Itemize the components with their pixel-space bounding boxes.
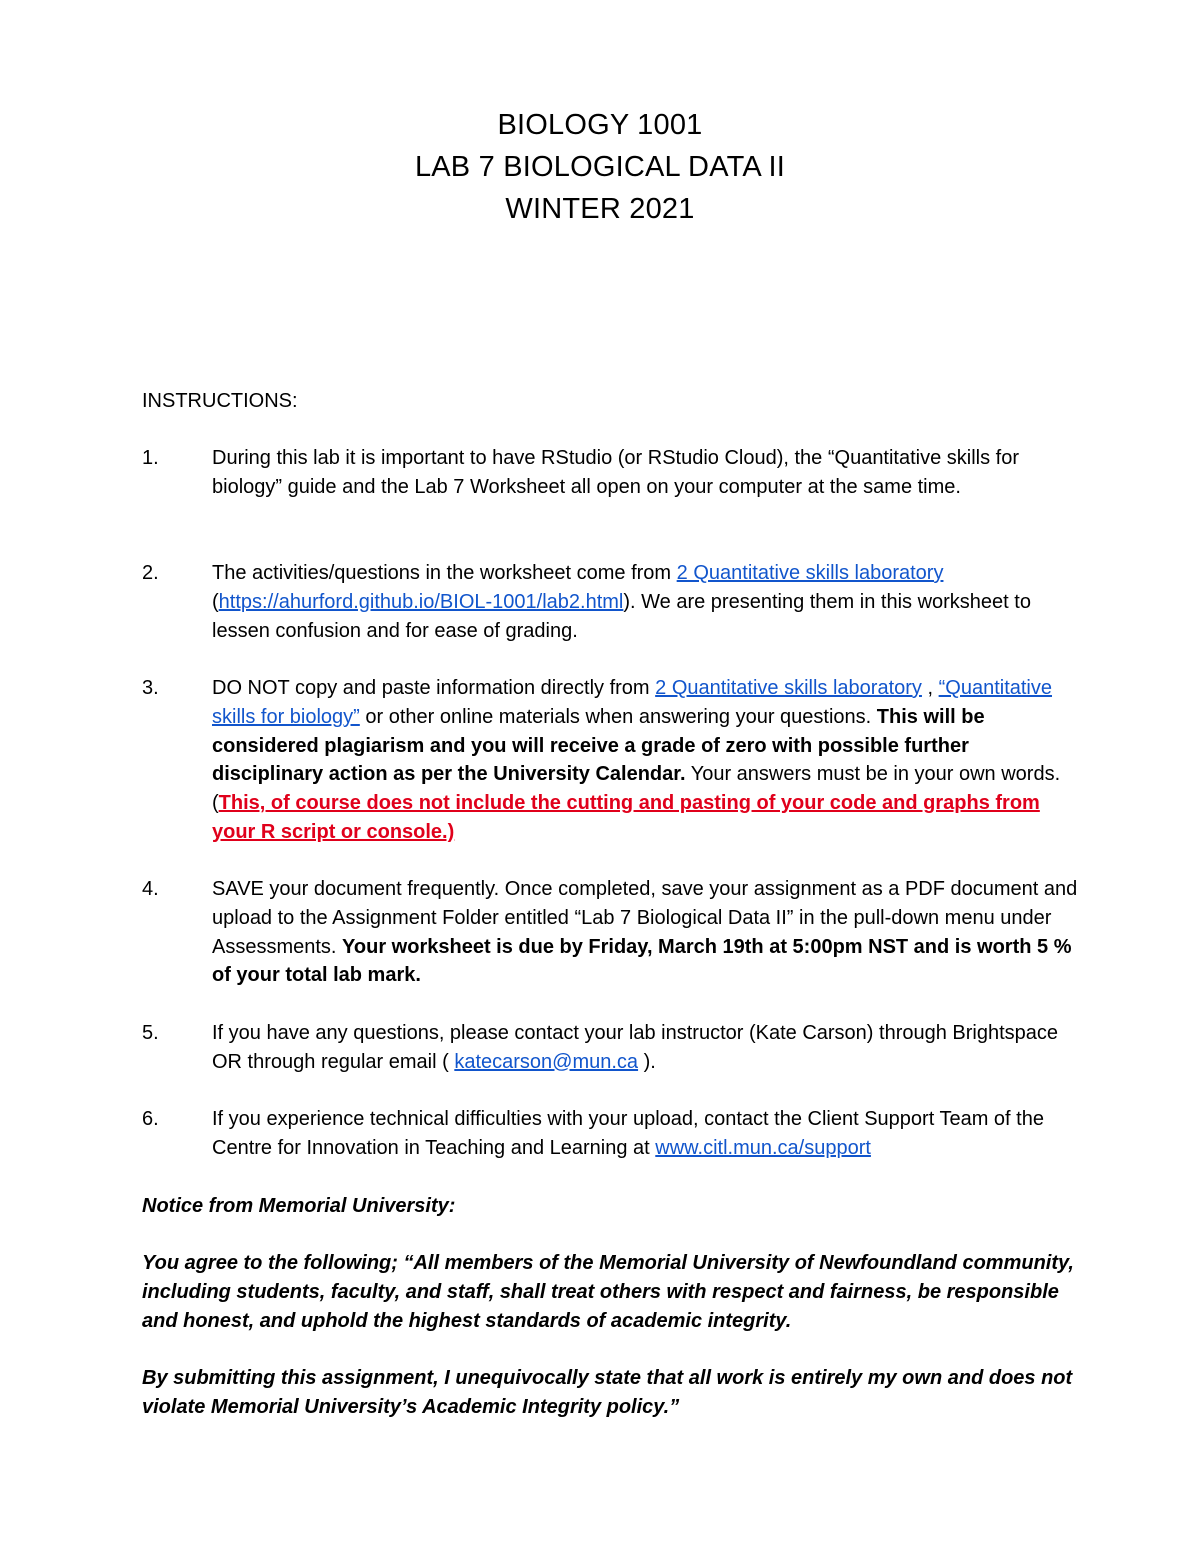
item-text-part: DO NOT copy and paste information directly from — [212, 677, 656, 699]
instructions-heading: INSTRUCTIONS: — [142, 390, 298, 412]
plagiarism-warning: This will be considered plagiarism and you will receive a grade of zero with possible further disciplinary action as per the University Calendar. — [212, 705, 985, 786]
item-number: 6. — [142, 1108, 159, 1130]
notice-paragraph-1: You agree to the following; “All members of the Memorial University of Newfoundland community, including students, faculty, and staff, shall treat others with respect and fairness, be responsible and honest, and uphold the highest standards of academic integrity. — [142, 1252, 1074, 1332]
item-text — [212, 559, 1082, 645]
course-title: BIOLOGY 1001 — [497, 109, 703, 141]
lab2-url-link[interactable]: https://ahurford.github.io/BIOL-1001/lab2.html — [218, 590, 624, 613]
document-title — [0, 104, 1200, 230]
instruction-item-2 — [142, 559, 1082, 645]
quant-skills-guide-link[interactable]: “Quantitative skills for biology” — [212, 677, 1052, 728]
lab-title: LAB 7 BIOLOGICAL DATA II — [414, 151, 786, 183]
item-text-part: Your answers must be in your own words. ( — [212, 763, 1061, 815]
item-number: 2. — [142, 562, 159, 584]
item-text: During this lab it is important to have RStudio (or RStudio Cloud), the “Quantitative skills for biology” guide and the Lab 7 Worksheet all open on your computer at the same time. — [212, 447, 1020, 498]
notice-paragraph-2: By submitting this assignment, I unequivocally state that all work is entirely my own and does not violate Memorial University’s Academic Integrity policy.” — [142, 1367, 1073, 1418]
item-text-part: , — [921, 677, 939, 699]
instruction-item-4 — [142, 875, 1082, 990]
item-text-part: SAVE your document frequently. Once completed, save your assignment as a PDF document and upload to the Assignment Folder entitled “Lab 7 Biological Data II” in the pull-down menu under Assessments. — [212, 878, 1078, 958]
exception-note: This, of course does not include the cutting and pasting of your code and graphs from your R script or console.) — [212, 792, 1040, 843]
instruction-item-6 — [142, 1105, 1082, 1163]
item-text — [212, 1019, 1082, 1077]
citl-support-link[interactable]: www.citl.mun.ca/support — [655, 1136, 871, 1159]
notice-heading: Notice from Memorial University: — [142, 1195, 456, 1217]
instructor-email-link[interactable]: katecarson@mun.ca — [454, 1050, 639, 1073]
item-text-part: The activities/questions in the worksheet come from — [212, 562, 677, 584]
instruction-item-3 — [142, 674, 1082, 847]
item-text-part: If you experience technical difficulties with your upload, contact the Client Support Team of the Centre for Innovation in Teaching and Learning at — [212, 1108, 1044, 1159]
term-title: WINTER 2021 — [505, 193, 695, 225]
item-text — [212, 674, 1082, 847]
item-text-part: ). — [638, 1050, 656, 1073]
item-number: 5. — [142, 1022, 159, 1044]
due-date-note: Your worksheet is due by Friday, March 19th at 5:00pm NST and is worth 5 % of your total lab mark. — [212, 935, 1072, 987]
item-number: 1. — [142, 447, 159, 469]
lab2-link[interactable]: 2 Quantitative skills laboratory — [655, 677, 922, 699]
item-number: 4. — [142, 878, 159, 900]
item-text-part: or other online materials when answering your questions. — [359, 705, 877, 728]
instruction-item-5 — [142, 1019, 1082, 1077]
item-text — [212, 875, 1082, 990]
lab2-link[interactable]: 2 Quantitative skills laboratory — [676, 562, 944, 584]
item-number: 3. — [142, 677, 159, 699]
instruction-item-1 — [142, 444, 1082, 502]
item-text-part: ). We are presenting them in this worksheet to lessen confusion and for ease of grading. — [212, 590, 1031, 642]
item-text-part: If you have any questions, please contact your lab instructor (Kate Carson) through Brightspace OR through regular email ( — [212, 1022, 1059, 1073]
item-text — [212, 1105, 1082, 1163]
item-text-part: ( — [212, 590, 219, 613]
